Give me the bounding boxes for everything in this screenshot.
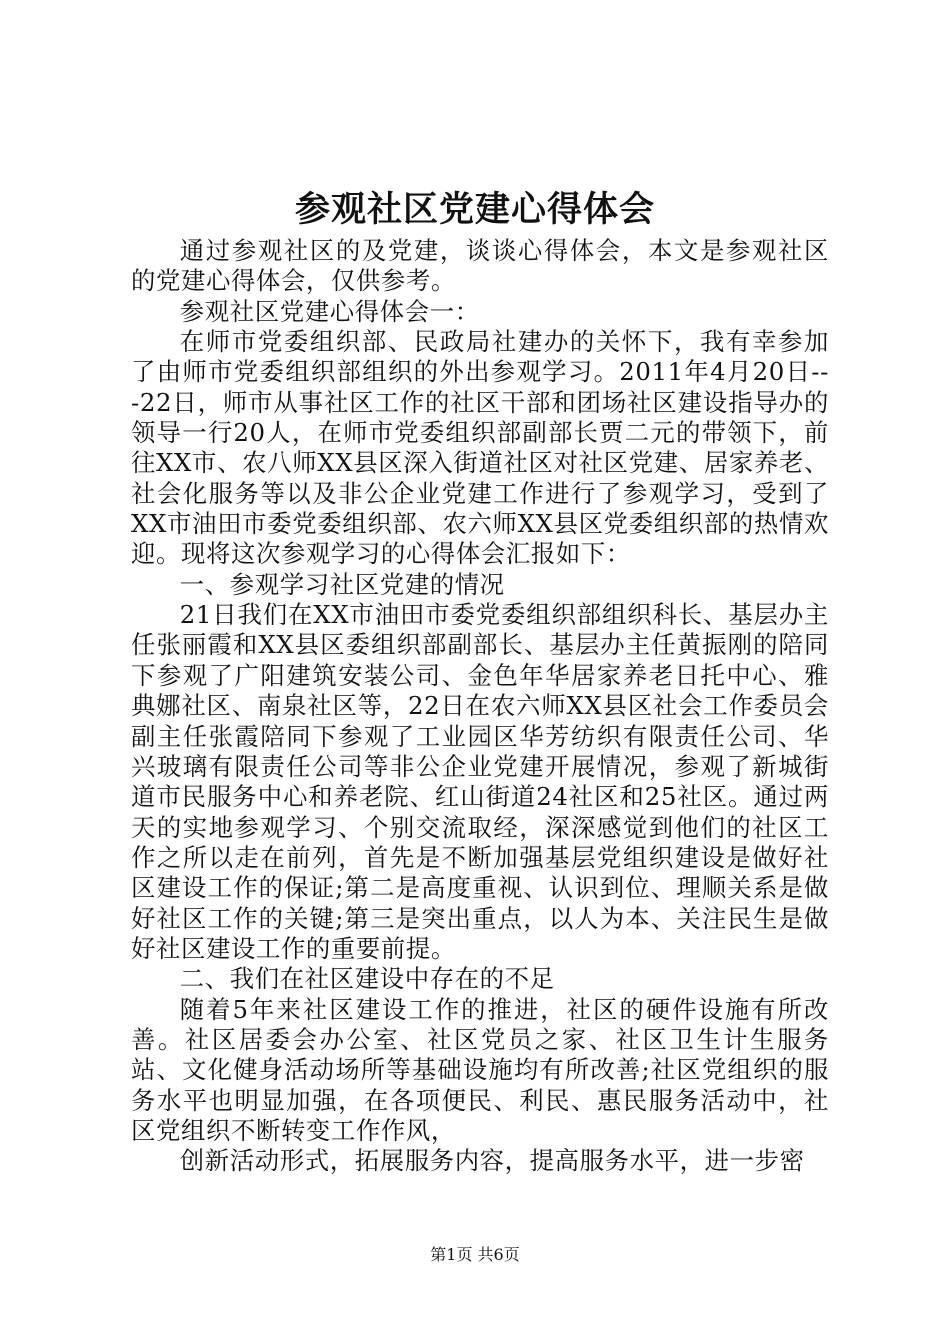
page-footer: 第1页 共6页 — [430, 1245, 520, 1264]
paragraph-intro: 通过参观社区的及党建，谈谈心得体会，本文是参观社区的党建心得体会，仅供参考。 — [131, 236, 829, 296]
paragraph-background: 在师市党委组织部、民政局社建办的关怀下，我有幸参加了由师市党委组织部组织的外出参观学习。2011年4月20日---22日，师市从事社区工作的社区干部和团场社区建设指导办的领导一行20人，在师市党委组织部副部长贾二元的带领下，前往XX市、农八师XX县区深入街道社区对社区党建、居家养老、社会化服务等以及非公企业党建工作进行了参观学习，受到了XX市油田市委党委组织部、农六师XX县区党委组织部的热情欢迎。现将这次参观学习的心得体会汇报如下： — [131, 327, 829, 569]
paragraph-section-heading: 参观社区党建心得体会一： — [179, 296, 480, 326]
document-title: 参观社区党建心得体会 — [294, 189, 655, 230]
paragraph-shortcomings: 随着5年来社区建设工作的推进，社区的硬件设施有所改善。社区居委会办公室、社区党员之家、社区卫生计生服务站、文化健身活动场所等基础设施均有所改善;社区党组织的服务水平也明显加强，在各项便民、利民、惠民服务活动中，社区党组织不断转变工作作风， — [131, 994, 829, 1145]
paragraph-visit-details: 21日我们在XX市油田市委党委组织部组织科长、基层办主任张丽霞和XX县区委组织部副部长、基层办主任黄振刚的陪同下参观了广阳建筑安装公司、金色年华居家养老日托中心、雅典娜社区、南泉社区等，22日在农六师XX县区社会工作委员会副主任张霞陪同下参观了工业园区华芳纺织有限责任公司、华兴玻璃有限责任公司等非公企业党建开展情况，参观了新城街道市民服务中心和养老院、红山街道24社区和25社区。通过两天的实地参观学习、个别交流取经，深深感觉到他们的社区工作之所以走在前列，首先是不断加强基层党组织建设是做好社区建设工作的保证;第二是高度重视、认识到位、理顺关系是做好社区工作的关键;第三是突出重点，以人为本、关注民生是做好社区建设工作的重要前提。 — [131, 600, 829, 963]
document-body — [131, 236, 829, 1177]
paragraph-heading-two: 二、我们在社区建设中存在的不足 — [179, 964, 555, 994]
paragraph-heading-one: 一、参观学习社区党建的情况 — [179, 569, 505, 599]
paragraph-continued: 创新活动形式，拓展服务内容，提高服务水平，进一步密 — [179, 1146, 805, 1176]
